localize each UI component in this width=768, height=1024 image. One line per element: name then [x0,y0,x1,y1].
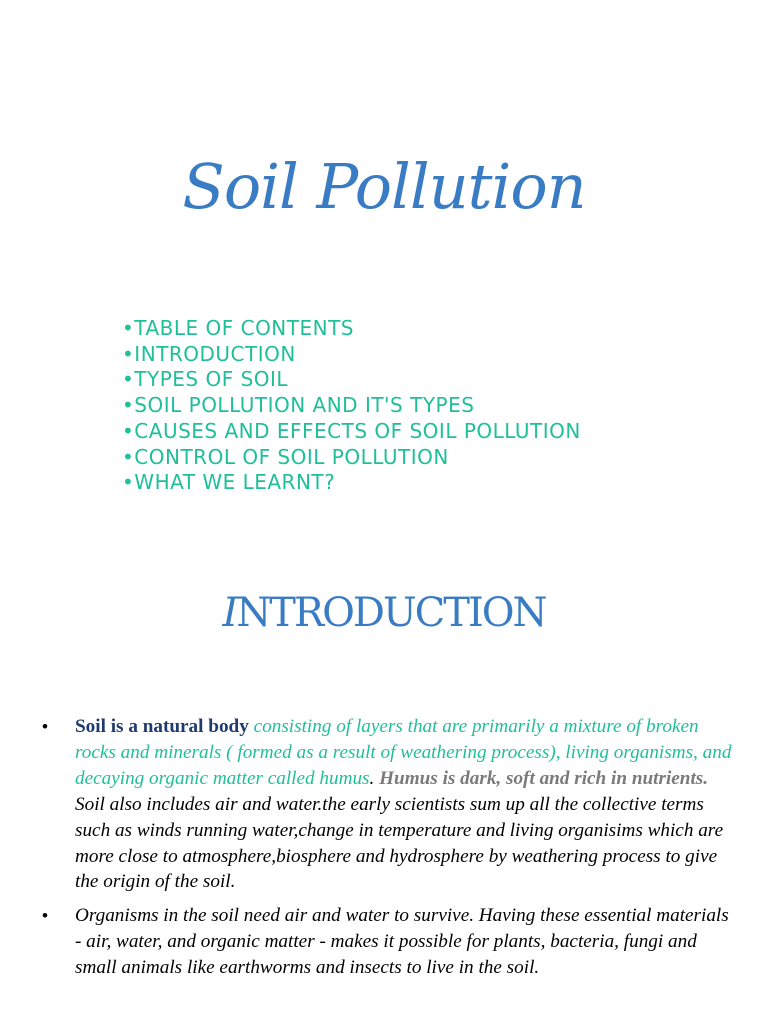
paragraph-period: . [369,767,375,789]
toc-item: •CAUSES AND EFFECTS OF SOIL POLLUTION [122,418,581,443]
paragraph-organisms: Organisms in the soil need air and water to survive. Having these essential materials - air, water, and organic matter - makes it possible for plants, bacteria, fungi and small animals like earthworms and insects to live in the soil. [75,905,729,979]
toc-item: •INTRODUCTION [122,341,296,366]
heading-initial: I [222,590,237,636]
page-title: Soil Pollution [182,150,586,223]
toc-item: •WHAT WE LEARNT? [122,470,336,495]
toc-item: •TABLE OF CONTENTS [122,316,354,340]
toc-item: •CONTROL OF SOIL POLLUTION [122,444,449,469]
bullet-paragraph [42,903,732,981]
paragraph-rest: Soil also includes air and water.the early scientists sum up all the collective terms such as winds running water,change in temperature and living organisims which are more close to atmosphere,biosphere and hydrosphere by weathering process to give the origin of the soil. [75,793,724,893]
toc-item: •TYPES OF SOIL [122,367,289,392]
toc-item: •SOIL POLLUTION AND IT'S TYPES [122,393,475,418]
paragraph-humus: Humus is dark, soft and rich in nutrients. [374,767,709,789]
table-of-contents [122,316,581,496]
bullet-icon: • [42,906,48,926]
paragraph-definition: consisting of layers that are primarily a mixture of broken rocks and minerals ( formed as a result of weathering process), living organisms, and decaying organic matter called humus [75,716,732,789]
introduction-bullets [42,714,732,989]
heading-rest: NTRODUCTION [236,590,546,636]
paragraph-lead: Soil is a natural body [75,716,249,737]
introduction-heading [0,590,768,636]
bullet-paragraph [42,714,732,895]
bullet-icon: • [42,717,48,736]
